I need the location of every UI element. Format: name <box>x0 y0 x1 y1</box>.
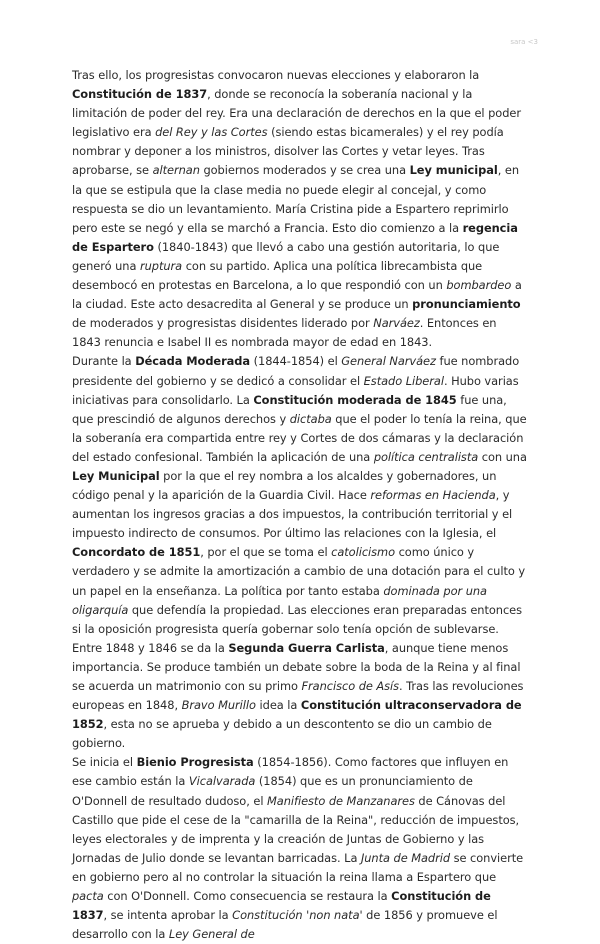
bold-term: Constitución de 1837 <box>72 87 208 102</box>
italic-term: pacta <box>72 889 104 904</box>
italic-term: bombardeo <box>446 278 512 293</box>
text-run: de moderados y progresistas disidentes liderado por <box>72 316 374 331</box>
text-run: , esta no se aprueba y debido a un descontento se dio un cambio de gobierno. <box>72 717 492 751</box>
bold-term: Década Moderada <box>135 354 251 369</box>
text-run: , donde se reconocía la soberanía nacional y la limitación de poder del rey. Era una declaración de derechos en la que el poder legislativo era <box>72 87 521 140</box>
paragraph <box>72 639 528 754</box>
italic-term: Estado Liberal <box>363 373 444 388</box>
italic-term: dominada por una oligarquía <box>72 583 487 617</box>
text-run: de 1856 y promueve el desarrollo con la <box>72 908 498 942</box>
bold-term: Constitución ultraconservadora de 1852 <box>72 698 522 732</box>
text-run: , y aumentan los ingresos gracias a dos impuestos, la contribución territorial y el impuesto indirecto de consumos. Por último las relaciones con la Iglesia, el <box>72 488 513 541</box>
italic-term: política centralista <box>373 449 479 464</box>
italic-term: dictaba <box>289 411 332 426</box>
text-run: se convierte en gobierno pero al no controlar la situación la reina llama a Espartero que <box>72 850 524 884</box>
italic-term: del Rey y las Cortes <box>155 125 268 140</box>
document-body <box>72 66 528 944</box>
bold-term: Ley municipal <box>409 163 498 178</box>
text-run: , en la que se estipula que la clase media no puede elegir al concejal, y como respuesta se dio un levantamiento. María Cristina pide a Espartero reprimirlo pero este se negó y ella se marchó a Francia. Esto dio comienzo a la <box>72 163 519 235</box>
text-run: fue una, que prescindió de algunos derechos y <box>72 392 507 426</box>
bold-term: Constitución de 1837 <box>72 889 491 923</box>
italic-term: Constitución 'non nata' <box>232 908 363 923</box>
paragraph <box>72 352 528 638</box>
italic-term: Manifiesto de Manzanares <box>267 793 415 808</box>
text-run: , aunque tiene menos importancia. Se produce también un debate sobre la boda de la Reina y al final se acuerda un matrimonio con su primo <box>72 640 521 693</box>
text-run: , por el que se toma el <box>200 545 332 560</box>
paragraph <box>72 66 528 352</box>
text-run: que el poder lo tenía la reina, que la soberanía era compartida entre rey y Cortes de dos cámaras y la declaración del estado confesional. También la aplicación de una <box>72 411 527 464</box>
text-run: que defendía la propiedad. Las elecciones eran preparadas entonces si la oposición progresista quería gobernar solo tenía opción de sublevarse. <box>72 602 523 636</box>
text-run: . Hubo varias iniciativas para consolidarlo. La <box>72 373 519 407</box>
text-run: con su partido. Aplica una política librecambista que desembocó en protestas en Barcelona, a lo que respondió con un <box>72 258 483 293</box>
text-run: (siendo estas bicamerales) y el rey podía nombrar y deponer a los ministros, disolver las Cortes y vetar leyes. Tras aprobarse, se <box>72 125 504 178</box>
text-run: Entre 1848 y 1846 se da la <box>72 640 229 655</box>
text-run: , se intenta aprobar la <box>103 908 233 923</box>
text-run: a la ciudad. Este acto desacredita al General y se produce un <box>72 278 522 312</box>
text-run: con una <box>478 449 527 464</box>
text-run: gobiernos moderados y se crea una <box>199 163 410 178</box>
bold-term: Segunda Guerra Carlista <box>228 640 385 655</box>
text-run: Tras ello, los progresistas convocaron nuevas elecciones y elaboraron la <box>72 68 480 82</box>
text-run: . Tras las revoluciones europeas en 1848, <box>72 679 524 713</box>
italic-term: reformas en Hacienda <box>370 488 496 503</box>
italic-term: alternan <box>152 163 200 178</box>
text-run: como único y verdadero y se admite la amortización a cambio de una dotación para el culto y un papel en la enseñanza. La política por tanto estaba <box>72 545 526 598</box>
text-run: Se inicia el <box>72 755 137 770</box>
text-run: con O'Donnell. Como consecuencia se restaura la <box>103 889 392 904</box>
italic-term: ruptura <box>139 258 183 273</box>
text-run: idea la <box>255 698 301 713</box>
italic-term: Vicalvarada <box>188 774 256 789</box>
italic-term: Francisco de Asís <box>301 679 400 693</box>
italic-term: Narváez <box>373 316 420 331</box>
italic-term: General Narváez <box>341 354 436 369</box>
paragraph <box>72 753 528 944</box>
bold-term: Concordato de 1851 <box>72 545 201 560</box>
italic-term: Ley General de <box>168 927 255 942</box>
text-run: fue nombrado presidente del gobierno y se dedicó a consolidar el <box>72 354 520 388</box>
text-run: de Cánovas del Castillo que pide el cese de la "camarilla de la Reina", reducción de impuestos, leyes electorales y de imprenta y la creación de Juntas de Gobierno y las Jornadas de Julio donde se levantan barricadas. La <box>72 793 520 865</box>
text-run: (1854) que es un pronunciamiento de O'Donnell de resultado dudoso, el <box>72 774 473 808</box>
bold-term: regencia de Espartero <box>72 220 518 254</box>
bold-term: Constitución moderada de 1845 <box>253 392 457 407</box>
italic-term: Bravo Murillo <box>181 698 256 713</box>
text-run: (1854-1856). Como factores que influyen en ese cambio están la <box>72 755 509 789</box>
bold-term: pronunciamiento <box>412 297 521 312</box>
text-run: (1840-1843) que llevó a cabo una gestión autoritaria, lo que generó una <box>72 239 500 273</box>
bold-term: Ley Municipal <box>72 468 160 483</box>
text-run: Durante la <box>72 354 136 369</box>
text-run: por la que el rey nombra a los alcaldes y gobernadores, un código penal y la aparición de la Guardia Civil. Hace <box>72 468 497 503</box>
italic-term: Junta de Madrid <box>360 850 451 865</box>
bold-term: Bienio Progresista <box>136 755 254 770</box>
text-run: (1844-1854) el <box>250 354 342 369</box>
page-header-label: sara <3 <box>510 38 538 46</box>
italic-term: catolicismo <box>331 545 396 560</box>
text-run: . Entonces en 1843 renuncia e Isabel II es nombrada mayor de edad en 1843. <box>72 316 497 350</box>
